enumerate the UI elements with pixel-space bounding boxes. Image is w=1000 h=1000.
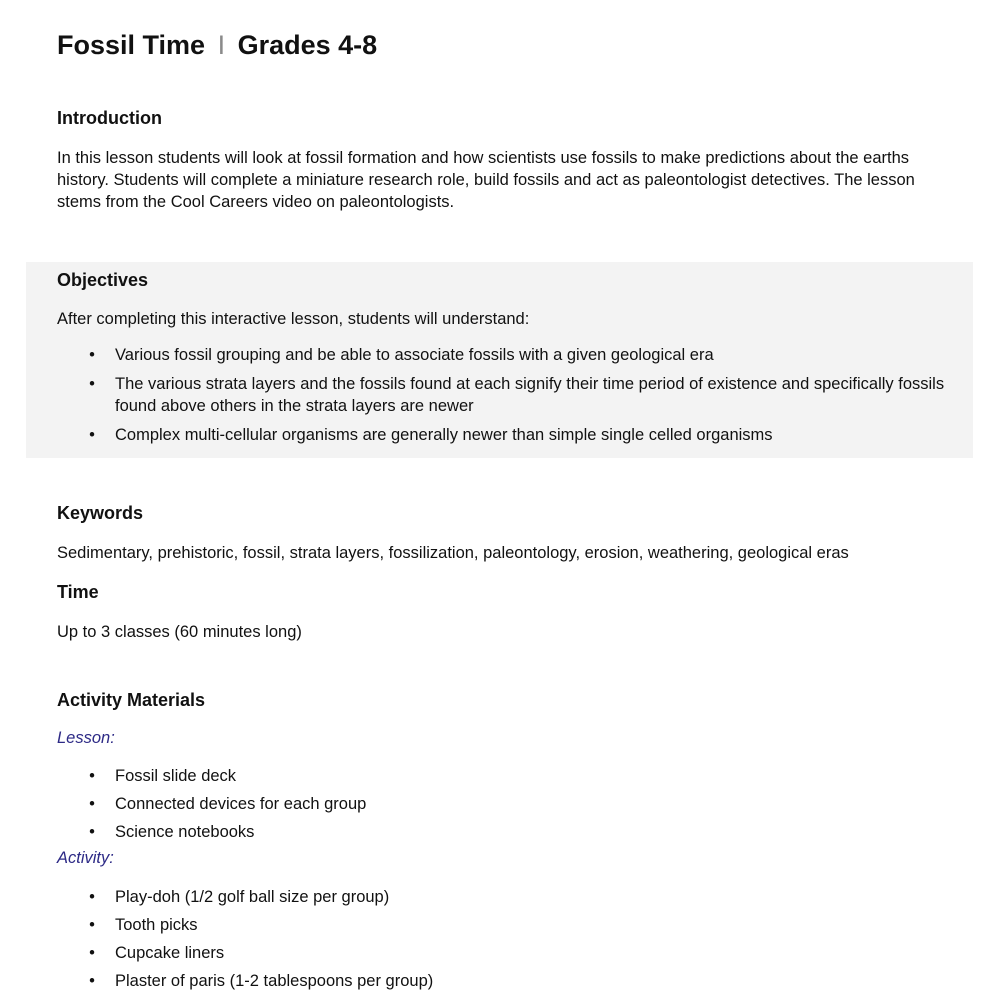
list-item xyxy=(57,886,857,908)
objective-text: Complex multi-cellular organisms are generally newer than simple single celled organisms xyxy=(115,426,773,444)
bullet-icon: • xyxy=(89,916,95,934)
bullet-icon: • xyxy=(89,944,95,962)
bullet-icon: • xyxy=(89,767,95,785)
list-item xyxy=(57,424,947,446)
list-item xyxy=(57,765,857,787)
material-text: Connected devices for each group xyxy=(115,795,367,813)
introduction-text: In this lesson students will look at fossil formation and how scientists use fossils to make predictions about the earths history. Students will complete a miniature research role, build fossils and act as paleontologist detectives. The lesson stems from the Cool Careers video on paleontologists. xyxy=(57,149,915,211)
bullet-icon: • xyxy=(89,795,95,813)
keywords-text: Sedimentary, prehistoric, fossil, strata layers, fossilization, paleontology, erosion, weathering, geological eras xyxy=(57,544,849,562)
objectives-heading: Objectives xyxy=(57,270,149,290)
material-text: Science notebooks xyxy=(115,823,255,841)
material-text: Tooth picks xyxy=(115,916,198,934)
material-text: Plaster of paris (1-2 tablespoons per group) xyxy=(115,972,434,990)
objective-text: Various fossil grouping and be able to associate fossils with a given geological era xyxy=(115,346,714,364)
title-separator: I xyxy=(217,30,226,60)
objectives-lead: After completing this interactive lesson, students will understand: xyxy=(57,310,530,328)
keywords-heading: Keywords xyxy=(57,503,144,523)
bullet-icon: • xyxy=(89,346,95,364)
introduction-heading: Introduction xyxy=(57,108,162,128)
objectives-list xyxy=(57,344,947,446)
activity-materials-list xyxy=(57,886,857,992)
title-main: Fossil Time xyxy=(57,30,206,60)
bullet-icon: • xyxy=(89,375,95,393)
list-item xyxy=(57,942,857,964)
lesson-label: Lesson: xyxy=(57,729,115,747)
list-item xyxy=(57,373,947,417)
bullet-icon: • xyxy=(89,823,95,841)
material-text: Cupcake liners xyxy=(115,944,225,962)
material-text: Play-doh (1/2 golf ball size per group) xyxy=(115,888,390,906)
document-title xyxy=(57,30,377,61)
title-grades: Grades 4-8 xyxy=(237,30,378,60)
list-item xyxy=(57,914,857,936)
bullet-icon: • xyxy=(89,426,95,444)
list-item xyxy=(57,793,857,815)
bullet-icon: • xyxy=(89,972,95,990)
material-text: Fossil slide deck xyxy=(115,767,237,785)
list-item xyxy=(57,344,947,366)
activity-label: Activity: xyxy=(57,849,114,867)
list-item xyxy=(57,970,857,992)
time-heading: Time xyxy=(57,582,99,602)
lesson-materials-list xyxy=(57,765,857,843)
time-text: Up to 3 classes (60 minutes long) xyxy=(57,623,302,641)
objective-text: The various strata layers and the fossils found at each signify their time period of existence and specifically fossils found above others in the strata layers are newer xyxy=(115,375,945,415)
bullet-icon: • xyxy=(89,888,95,906)
list-item xyxy=(57,821,857,843)
activity-materials-heading: Activity Materials xyxy=(57,690,206,710)
